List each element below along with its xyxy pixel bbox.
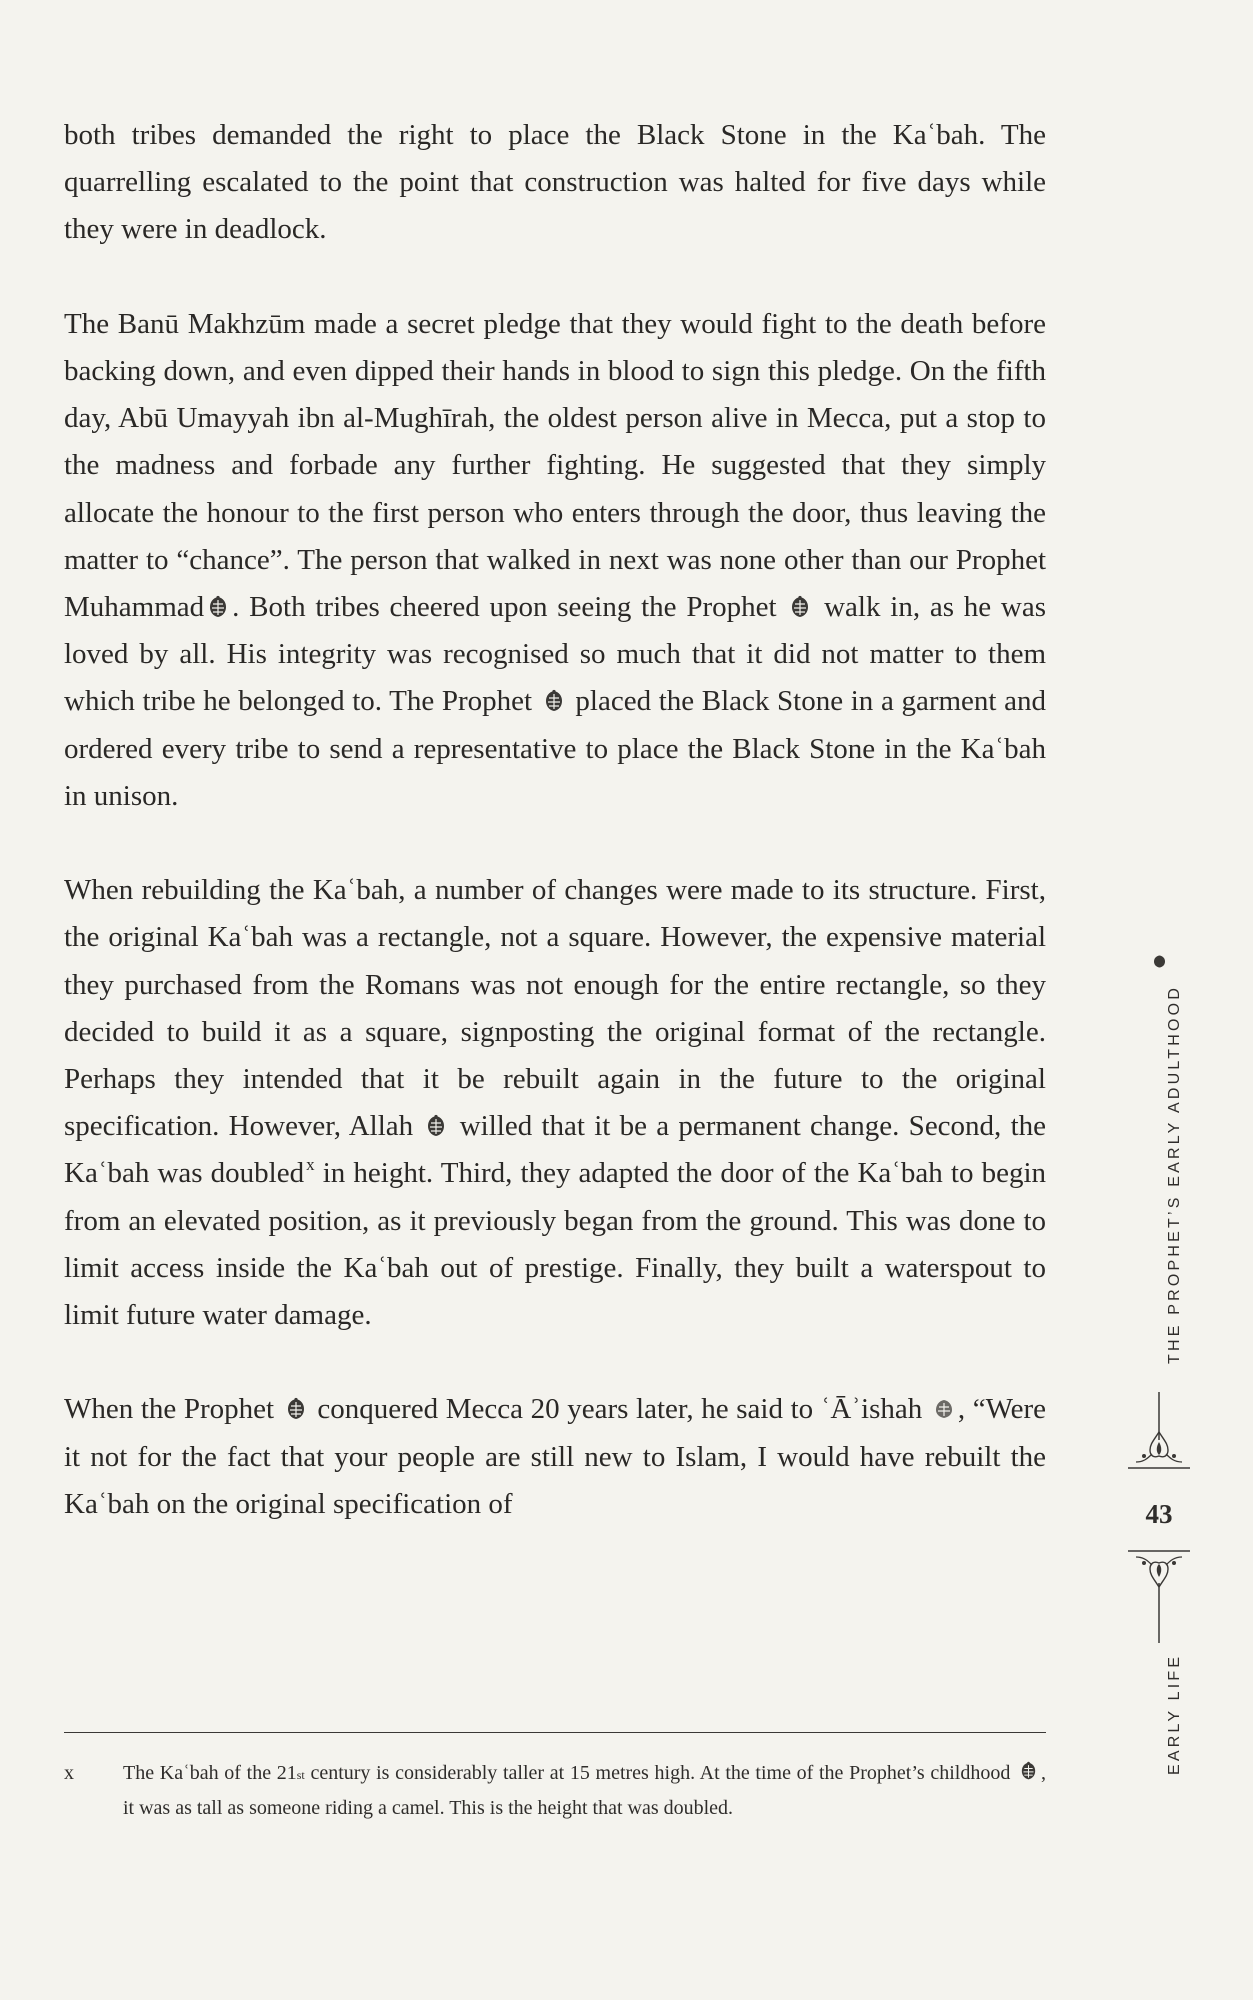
salutation-glyph-icon <box>285 1397 307 1421</box>
text-run: willed that it be a permanent change. Second, the Kaʿbah was doubled <box>64 1110 1047 1190</box>
footnote-reference[interactable]: x <box>306 1155 315 1175</box>
salutation-glyph-icon <box>207 595 229 619</box>
text-run: conquered Mecca 20 years later, he said to ʿĀʾishah <box>317 1393 923 1426</box>
running-head: THE PROPHET’S EARLY ADULTHOOD <box>1166 984 1183 1364</box>
running-head-mark-icon <box>1153 955 1166 968</box>
text-run: in height. Third, they adapted the door of the Kaʿbah to begin from an elevated position, as it previously began from the ground. This was done to limit access inside the Kaʿbah out of prestige. Finally, they built a waterspout to limit future water damage. <box>64 1157 1047 1332</box>
salutation-glyph-icon <box>425 1114 447 1138</box>
text-run: walk in, as he was loved by all. His integrity was recognised so much that it did not matter to them which tribe he belonged to. The Prophet <box>64 591 1047 718</box>
salutation-glyph-icon <box>933 1397 955 1421</box>
paragraph <box>64 301 1046 820</box>
paragraph <box>64 112 1046 254</box>
text-run: both tribes demanded the right to place the Black Stone in the Kaʿbah. The quarrelling escalated to the point that construction was halted for five days while they were in deadlock. <box>64 119 1046 246</box>
page-ornament-top-icon <box>1128 1392 1190 1472</box>
body-text <box>64 112 1046 1528</box>
paragraph <box>64 1386 1046 1528</box>
text-run: When rebuilding the Kaʿbah, a number of changes were made to its structure. First, the original Kaʿbah was a rectangle, not a square. However, the expensive material they purchased from the Romans was not enough for the entire rectangle, so they decided to build it as a square, signposting the original format of the rectangle. Perhaps they intended that it be rebuilt again in the future to the original specification. However, Allah <box>64 874 1046 1143</box>
text-run: , “Were it not for the fact that your people are still new to Islam, I would have rebuilt the Kaʿbah on the original specification of <box>64 1393 1047 1520</box>
text-run: placed the Black Stone in a garment and ordered every tribe to send a representative to place the Black Stone in the Kaʿbah in unison. <box>64 685 1046 812</box>
page-ornament-bottom-icon <box>1128 1547 1190 1643</box>
text-run: . Both tribes cheered upon seeing the Prophet <box>232 591 777 624</box>
paragraph <box>64 867 1046 1339</box>
salutation-glyph-icon <box>789 595 811 619</box>
salutation-glyph-icon <box>1019 1761 1038 1781</box>
footnote <box>64 1756 1046 1826</box>
text-run: century is considerably taller at 15 metres high. At the time of the Prophet’s childhood <box>304 1762 1011 1784</box>
page-number: 43 <box>1145 1499 1173 1529</box>
chapter-name: EARLY LIFE <box>1166 1653 1183 1775</box>
ordinal-suffix: st <box>296 1768 305 1782</box>
text-run: When the Prophet <box>64 1393 275 1426</box>
salutation-glyph-icon <box>543 689 565 713</box>
footnote-divider <box>64 1732 1046 1733</box>
margin-column <box>1110 0 1210 2000</box>
text-run: , it was as tall as someone riding a camel. This is the height that was doubled. <box>123 1762 1047 1819</box>
footnote-marker: x <box>64 1762 74 1784</box>
text-run: The Kaʿbah of the 21 <box>123 1762 297 1784</box>
text-run: The Banū Makhzūm made a secret pledge that they would fight to the death before backing down, and even dipped their hands in blood to sign this pledge. On the fifth day, Abū Umayyah ibn al-Mughīrah, the oldest person alive in Mecca, put a stop to the madness and forbade any further fighting. He suggested that they simply allocate the honour to the first person who enters through the door, thus leaving the matter to “chance”. The person that walked in next was none other than our Prophet Muhammad <box>64 307 1046 624</box>
footnote-text <box>123 1756 1046 1826</box>
